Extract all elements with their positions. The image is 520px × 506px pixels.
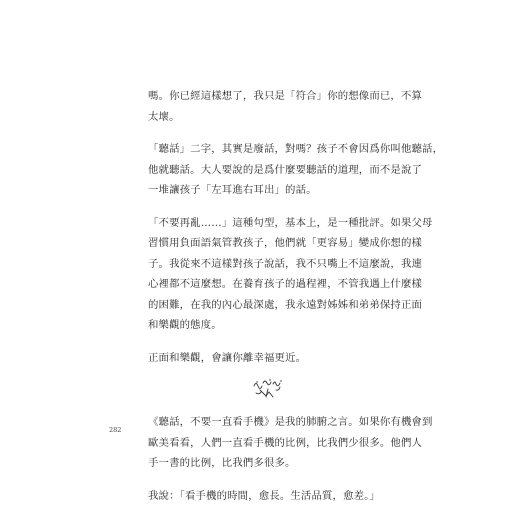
paragraph	[148, 86, 394, 127]
text-line: 子。我從來不這樣對孩子說話，我不只嘴上不這麼說，我連	[148, 254, 394, 275]
text-line: 一堆讓孩子「左耳進右耳出」的話。	[148, 180, 394, 201]
text-line: 習慣用負面語氣管教孩子，他們就「更容易」變成你想的樣	[148, 233, 394, 254]
text-line: 他就聽話。大人要說的是爲什麼要聽話的道理，而不是說了	[148, 160, 394, 181]
text-line: 和樂觀的態度。	[148, 315, 394, 336]
text-line: 我說：「看手機的時間，愈長。生活品質，愈差。」	[148, 486, 394, 506]
text-line: 「聽話」二字，其實是廢話，對嗎？孩子不會因爲你叫他聽話，	[148, 139, 394, 160]
paragraph	[148, 348, 394, 369]
paragraph	[148, 486, 394, 506]
text-line: 「不要再亂……」這種句型，基本上，是一種批評。如果父母	[148, 213, 394, 234]
paragraph	[148, 139, 394, 201]
text-line: 正面和樂觀，會讓你離幸福更近。	[148, 348, 394, 369]
text-line: 太壞。	[148, 107, 394, 128]
text-line: 心裡都不這麼想。在養育孩子的過程裡，不管我遇上什麼樣	[148, 274, 394, 295]
paragraph	[148, 412, 394, 474]
hand-drawn-flourish-icon	[248, 376, 288, 402]
text-line: 歐美看看，人們一直看手機的比例，比我們少很多。他們人	[148, 433, 394, 454]
text-line: 手一書的比例，比我們多很多。	[148, 453, 394, 474]
text-line: 《聽話，不要一直看手機》是我的肺腑之言。如果你有機會到	[148, 412, 394, 433]
paragraph	[148, 213, 394, 336]
body-text	[148, 86, 394, 506]
text-line: 的困難，在我的內心最深處，我永遠對姊姊和弟弟保持正面	[148, 295, 394, 316]
page-number: 282	[109, 426, 121, 434]
text-line: 嗎。你已經這樣想了，我只是「符合」你的想像而已，不算	[148, 86, 394, 107]
